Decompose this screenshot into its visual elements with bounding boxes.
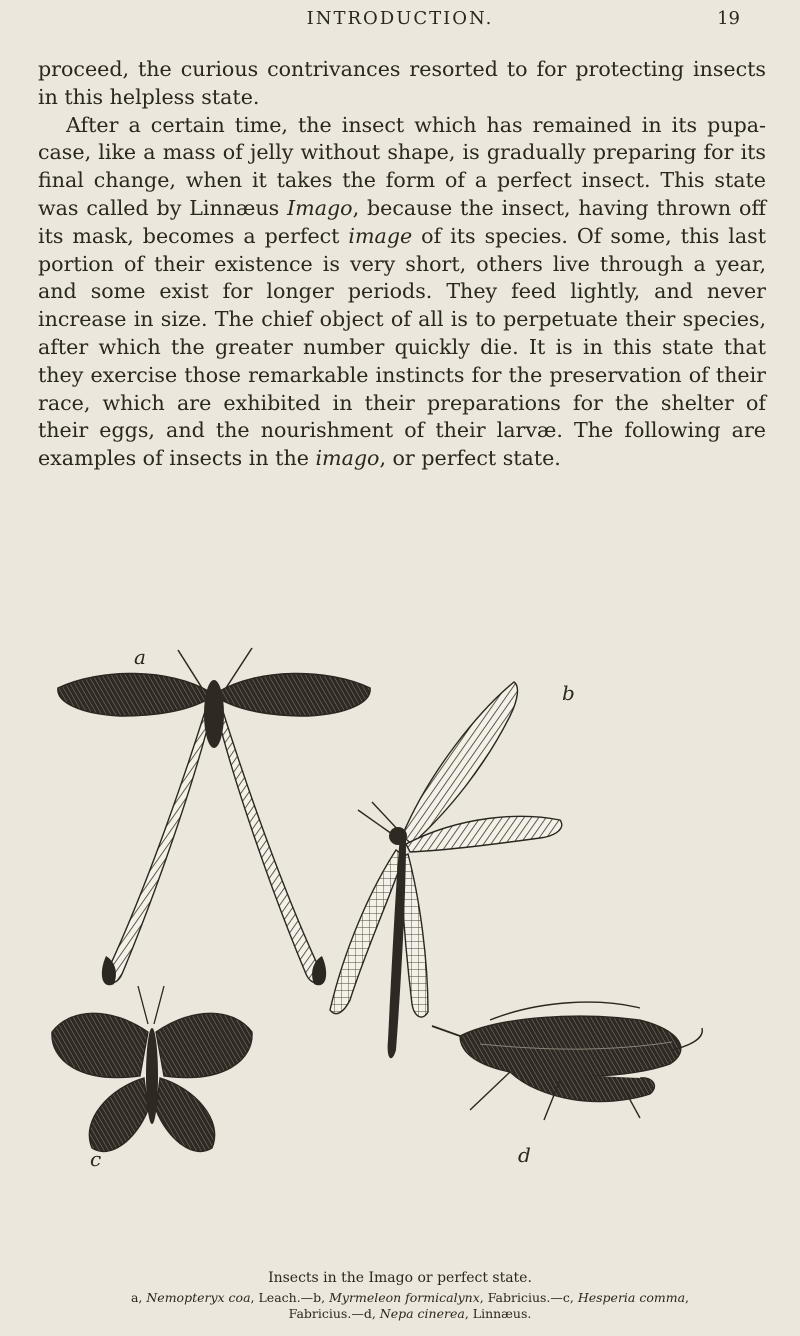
caption-d-letter: d, [363, 1306, 380, 1321]
term-imago-2: imago [315, 446, 380, 471]
term-imago: Imago [287, 195, 353, 220]
paragraph-2-part-d: , or perfect state. [379, 446, 561, 471]
paragraph-2-part-a: After a certain time, the insect which has remained in its pupa-case, like a mass of jelly without shape, is gradually preparing for its final change, when it takes the form of a perfect insect. This state was called by Linnæus [38, 112, 766, 220]
page-number: 19 [717, 8, 740, 29]
caption-c-comma: , [685, 1290, 690, 1305]
label-a: a [134, 645, 146, 669]
figure-caption-credits [40, 1290, 780, 1322]
label-c: c [90, 1147, 102, 1171]
caption-d-species: Nepa cinerea [379, 1306, 465, 1321]
body-text [38, 56, 766, 473]
paragraph-2-part-c: of its species. Of some, this last portion of their existence is very short, others live through a year, and some exist for longer periods. They feed lightly, and never increase in size. The chief object of all is to perpetuate their species, after which the greater number quickly die. It is in this state that they exercise those remarkable instincts for the preservation of their race, which are exhibited in their preparations for the shelter of their eggs, and the nourishment of their larvæ. The following are examples of insects in the [38, 223, 766, 471]
caption-c-letter: c, [562, 1290, 578, 1305]
caption-b-species: Myrmeleon formicalynx [329, 1290, 480, 1305]
figure-caption-title: Insects in the Imago or perfect state. [268, 1270, 532, 1286]
insect-d-nepa [432, 1002, 702, 1120]
label-b: b [562, 681, 575, 705]
insect-c-hesperia [52, 986, 252, 1152]
caption-a-species: Nemopteryx coa [146, 1290, 251, 1305]
caption-d-author: , Linnæus. [464, 1306, 532, 1321]
caption-c-author: Fabricius.— [288, 1306, 364, 1321]
insect-a-nemopteryx [58, 648, 370, 985]
insect-illustration [40, 640, 760, 1270]
caption-a-letter: a, [130, 1290, 147, 1305]
insect-b-myrmeleon [330, 682, 562, 1058]
term-image: image [348, 223, 413, 248]
page-header [60, 8, 740, 44]
paragraph-2-part-b: , because the insect, having thrown off its mask, becomes a perfect [38, 195, 767, 248]
paragraph-2 [38, 112, 766, 473]
label-d: d [518, 1143, 531, 1167]
paragraph-1: proceed, the curious contrivances resorted to for protecting insects in this helpless state. [38, 57, 766, 109]
caption-b-letter: b, [313, 1290, 330, 1305]
caption-b-author: , Fabricius.— [479, 1290, 563, 1305]
insect-figure [40, 640, 760, 1270]
caption-c-species: Hesperia comma [577, 1290, 686, 1305]
running-head: INTRODUCTION. [306, 8, 494, 29]
caption-a-author: , Leach.— [250, 1290, 314, 1305]
